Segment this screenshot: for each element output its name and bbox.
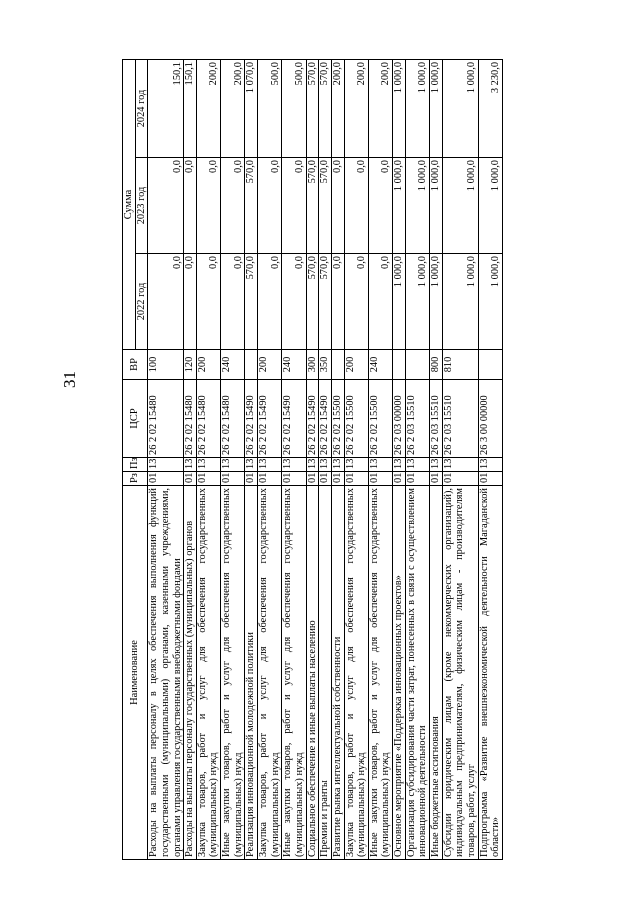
cell-2023: 1 000,0 <box>442 158 478 254</box>
cell-2022: 1 000,0 <box>405 254 429 350</box>
cell-pr: 13 <box>196 458 220 472</box>
cell-rz: 01 <box>368 472 392 486</box>
cell-rz: 01 <box>478 472 502 486</box>
cell-name: Расходы на выплаты персоналу государственных (муниципальных) органов <box>184 486 197 860</box>
cell-name: Расходы на выплаты персоналу в целях обеспечения выполнения функций государственными (муниципальными) органами, казенными учреждениями, органами управления государственными внебюджетными фондами <box>148 486 184 860</box>
cell-name: Социальное обеспечение и иные выплаты населению <box>306 486 319 860</box>
header-year-2022: 2022 год <box>135 254 148 350</box>
cell-pr: 13 <box>319 458 332 472</box>
cell-2022: 570,0 <box>306 254 319 350</box>
cell-rz: 01 <box>282 472 306 486</box>
cell-2022: 1 000,0 <box>430 254 443 350</box>
cell-2022: 1 000,0 <box>478 254 502 350</box>
header-sum: Сумма <box>123 59 136 349</box>
cell-2023: 0,0 <box>282 158 306 254</box>
cell-name: Премии и гранты <box>319 486 332 860</box>
cell-vr <box>405 350 429 380</box>
cell-2022: 0,0 <box>344 254 368 350</box>
cell-csr: 26 2 02 15500 <box>368 380 392 458</box>
cell-2024: 500,0 <box>258 59 282 157</box>
cell-2022: 0,0 <box>196 254 220 350</box>
cell-name: Иные закупки товаров, работ и услуг для обеспечения государственных (муниципальных) нужд <box>221 486 245 860</box>
cell-csr: 26 3 00 00000 <box>478 380 502 458</box>
cell-rz: 01 <box>221 472 245 486</box>
header-year-2024: 2024 год <box>135 59 148 157</box>
cell-vr: 100 <box>148 350 184 380</box>
cell-csr: 26 2 03 15510 <box>405 380 429 458</box>
cell-2022: 0,0 <box>184 254 197 350</box>
cell-rz: 01 <box>430 472 443 486</box>
cell-vr: 300 <box>306 350 319 380</box>
header-name: Наименование <box>123 486 148 860</box>
cell-2024: 3 230,0 <box>478 59 502 157</box>
header-rz: Рз <box>123 472 148 486</box>
cell-rz: 01 <box>442 472 478 486</box>
cell-2023: 570,0 <box>306 158 319 254</box>
table-row <box>344 59 368 859</box>
cell-vr: 200 <box>344 350 368 380</box>
table-row <box>442 59 478 859</box>
cell-2023: 0,0 <box>258 158 282 254</box>
cell-vr <box>393 350 406 380</box>
table-header <box>123 59 148 859</box>
cell-pr: 13 <box>331 458 344 472</box>
cell-rz: 01 <box>306 472 319 486</box>
table-row <box>393 59 406 859</box>
cell-pr: 13 <box>344 458 368 472</box>
cell-2024: 570,0 <box>319 59 332 157</box>
cell-2024: 200,0 <box>344 59 368 157</box>
cell-vr: 350 <box>319 350 332 380</box>
cell-name: Закупка товаров, работ и услуг для обеспечения государственных (муниципальных) нужд <box>344 486 368 860</box>
cell-pr: 13 <box>282 458 306 472</box>
cell-name: Организация субсидирования части затрат, понесенных в связи с осуществлением инновационной деятельности <box>405 486 429 860</box>
cell-2023: 570,0 <box>245 158 258 254</box>
cell-2022: 1 000,0 <box>442 254 478 350</box>
cell-csr: 26 2 02 15480 <box>221 380 245 458</box>
cell-pr: 13 <box>393 458 406 472</box>
table-row <box>368 59 392 859</box>
cell-2022: 0,0 <box>258 254 282 350</box>
cell-rz: 01 <box>258 472 282 486</box>
cell-2023: 0,0 <box>368 158 392 254</box>
cell-csr: 26 2 02 15490 <box>319 380 332 458</box>
cell-name: Реализация инновационной молодежной политики <box>245 486 258 860</box>
cell-rz: 01 <box>331 472 344 486</box>
cell-2024: 1 000,0 <box>405 59 429 157</box>
cell-2023: 0,0 <box>221 158 245 254</box>
cell-2022: 0,0 <box>148 254 184 350</box>
cell-rz: 01 <box>148 472 184 486</box>
cell-2024: 1 000,0 <box>430 59 443 157</box>
table-row <box>221 59 245 859</box>
cell-vr <box>245 350 258 380</box>
cell-2024: 1 000,0 <box>393 59 406 157</box>
header-year-2023: 2023 год <box>135 158 148 254</box>
header-vr: ВР <box>123 350 148 380</box>
cell-pr: 13 <box>148 458 184 472</box>
cell-2023: 0,0 <box>148 158 184 254</box>
cell-2024: 200,0 <box>368 59 392 157</box>
cell-name: Субсидии юридическим лицам (кроме некоммерческих организаций), индивидуальным предпринимателям, физическим лицам - производителям товаров, работ, услуг <box>442 486 478 860</box>
cell-2023: 0,0 <box>184 158 197 254</box>
cell-rz: 01 <box>319 472 332 486</box>
cell-2023: 0,0 <box>331 158 344 254</box>
cell-2023: 1 000,0 <box>430 158 443 254</box>
cell-2023: 1 000,0 <box>478 158 502 254</box>
cell-csr: 26 2 03 15510 <box>430 380 443 458</box>
header-csr: ЦСР <box>123 380 148 458</box>
cell-name: Подпрограмма «Развитие внешнеэкономической деятельности Магаданской области» <box>478 486 502 860</box>
cell-name: Закупка товаров, работ и услуг для обеспечения государственных (муниципальных) нужд <box>196 486 220 860</box>
cell-pr: 13 <box>442 458 478 472</box>
page-number: 31 <box>60 371 79 388</box>
cell-pr: 13 <box>430 458 443 472</box>
table-row <box>405 59 429 859</box>
cell-2022: 570,0 <box>245 254 258 350</box>
table-row <box>478 59 502 859</box>
cell-2024: 570,0 <box>306 59 319 157</box>
cell-csr: 26 2 02 15490 <box>245 380 258 458</box>
cell-vr <box>331 350 344 380</box>
cell-csr: 26 2 02 15490 <box>258 380 282 458</box>
budget-table <box>122 59 503 860</box>
cell-name: Иные закупки товаров, работ и услуг для обеспечения государственных (муниципальных) нужд <box>282 486 306 860</box>
cell-2024: 200,0 <box>331 59 344 157</box>
cell-2024: 500,0 <box>282 59 306 157</box>
table-row <box>148 59 184 859</box>
table-row <box>282 59 306 859</box>
cell-name: Закупка товаров, работ и услуг для обеспечения государственных (муниципальных) нужд <box>258 486 282 860</box>
cell-rz: 01 <box>245 472 258 486</box>
cell-vr <box>478 350 502 380</box>
cell-rz: 01 <box>393 472 406 486</box>
cell-csr: 26 2 02 15500 <box>331 380 344 458</box>
cell-2023: 1 000,0 <box>393 158 406 254</box>
cell-rz: 01 <box>184 472 197 486</box>
cell-rz: 01 <box>196 472 220 486</box>
cell-vr: 120 <box>184 350 197 380</box>
table-row <box>306 59 319 859</box>
table-row <box>258 59 282 859</box>
cell-pr: 13 <box>221 458 245 472</box>
cell-2024: 1 000,0 <box>442 59 478 157</box>
cell-2024: 1 070,0 <box>245 59 258 157</box>
cell-pr: 13 <box>306 458 319 472</box>
cell-name: Иные бюджетные ассигнования <box>430 486 443 860</box>
header-pr: Пз <box>123 458 148 472</box>
cell-2023: 0,0 <box>344 158 368 254</box>
cell-2023: 0,0 <box>196 158 220 254</box>
cell-2022: 0,0 <box>368 254 392 350</box>
cell-2022: 570,0 <box>319 254 332 350</box>
cell-pr: 13 <box>478 458 502 472</box>
cell-csr: 26 2 02 15480 <box>148 380 184 458</box>
cell-name: Иные закупки товаров, работ и услуг для обеспечения государственных (муниципальных) нужд <box>368 486 392 860</box>
rotated-page-content <box>122 60 582 860</box>
cell-2023: 570,0 <box>319 158 332 254</box>
cell-name: Развитие рынка интеллектуальной собственности <box>331 486 344 860</box>
table-row <box>245 59 258 859</box>
cell-vr: 800 <box>430 350 443 380</box>
cell-csr: 26 2 02 15480 <box>184 380 197 458</box>
cell-csr: 26 2 02 15500 <box>344 380 368 458</box>
cell-2022: 1 000,0 <box>393 254 406 350</box>
cell-csr: 26 2 02 15490 <box>306 380 319 458</box>
cell-pr: 13 <box>245 458 258 472</box>
cell-vr: 200 <box>196 350 220 380</box>
cell-rz: 01 <box>405 472 429 486</box>
table-row <box>184 59 197 859</box>
table-body <box>148 59 503 859</box>
cell-vr: 240 <box>221 350 245 380</box>
cell-pr: 13 <box>368 458 392 472</box>
cell-csr: 26 2 02 15490 <box>282 380 306 458</box>
cell-2022: 0,0 <box>331 254 344 350</box>
cell-2022: 0,0 <box>282 254 306 350</box>
cell-vr: 810 <box>442 350 478 380</box>
cell-2024: 150,1 <box>184 59 197 157</box>
table-row <box>319 59 332 859</box>
cell-pr: 13 <box>258 458 282 472</box>
cell-vr: 200 <box>258 350 282 380</box>
cell-2022: 0,0 <box>221 254 245 350</box>
cell-pr: 13 <box>405 458 429 472</box>
cell-vr: 240 <box>368 350 392 380</box>
cell-csr: 26 2 02 15480 <box>196 380 220 458</box>
table-row <box>430 59 443 859</box>
table-row <box>196 59 220 859</box>
cell-vr: 240 <box>282 350 306 380</box>
table-row <box>331 59 344 859</box>
cell-csr: 26 2 03 15510 <box>442 380 478 458</box>
cell-csr: 26 2 03 00000 <box>393 380 406 458</box>
cell-pr: 13 <box>184 458 197 472</box>
cell-name: Основное мероприятие «Поддержка инновационных проектов» <box>393 486 406 860</box>
cell-2024: 150,1 <box>148 59 184 157</box>
cell-2024: 200,0 <box>196 59 220 157</box>
cell-2023: 1 000,0 <box>405 158 429 254</box>
cell-2024: 200,0 <box>221 59 245 157</box>
cell-rz: 01 <box>344 472 368 486</box>
